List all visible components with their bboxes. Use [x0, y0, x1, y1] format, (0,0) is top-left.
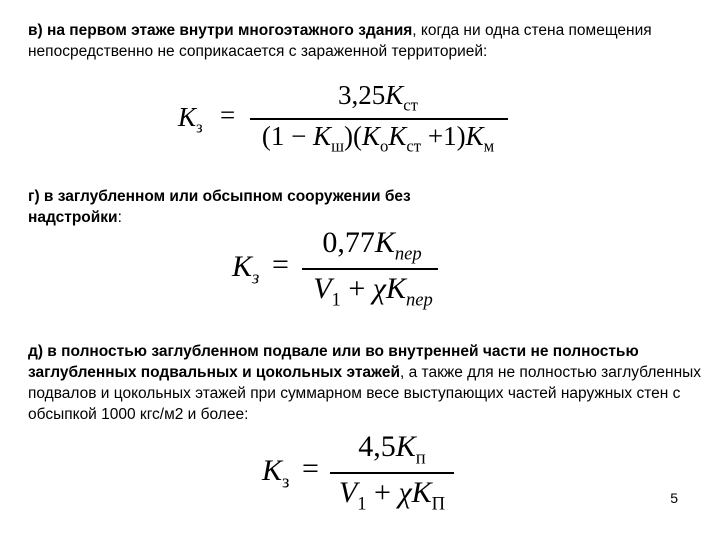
paragraph-v [28, 20, 702, 62]
formula-1-lhs: $K_з$ [178, 102, 203, 137]
formula-2-fraction-bar [302, 268, 438, 270]
formula-2-lhs: $K_з$ [232, 250, 260, 289]
formula-3-equals: = [302, 452, 319, 485]
paragraph-d [28, 341, 702, 425]
formula-3-fraction-bar [330, 472, 454, 474]
formula-3-lhs: $K_з$ [262, 454, 290, 493]
formula-2-denominator: $V_1 + \chi K_{пер}$ [313, 272, 433, 311]
formula-2 [232, 226, 442, 316]
formula-2-numerator: $0,77K_{пер}$ [322, 226, 422, 265]
formula-1-denominator: $(1 - K_ш)(K_оK_{ст} +1)K_м$ [261, 121, 495, 156]
page-number: 5 [670, 490, 678, 506]
formula-1-equals: = [220, 100, 236, 130]
paragraph-g [28, 186, 508, 228]
formula-1-numerator: $3,25K_{ст}$ [337, 80, 418, 115]
paragraph-g-text: : [117, 209, 122, 226]
formula-1 [178, 82, 508, 162]
formula-3-numerator: $4,5K_п$ [358, 430, 426, 469]
paragraph-v-text: , когда ни одна стена помещения непосредственно не соприкасается с зараженной территорией: [28, 22, 652, 60]
formula-2-equals: = [272, 248, 289, 281]
paragraph-v-heading: в) на первом этаже внутри многоэтажного здания [28, 22, 413, 39]
formula-3 [262, 432, 462, 522]
formula-1-fraction-bar [250, 118, 508, 120]
paragraph-d-text: , а также для не полностью заглубленных подвалов и цокольных этажей при суммарном весе выступающих частей наружных стен с обсыпкой 1000 кгс/м2 и более: [28, 364, 702, 423]
paragraph-g-heading: г) в заглубленном или обсыпном сооружении без надстройки [28, 188, 411, 226]
formula-3-denominator: $V_1 + \chi K_П$ [338, 476, 446, 515]
paragraph-d-heading: д) в полностью заглубленном подвале или во внутренней части не полностью заглубленных подвальных и цокольных этажей [28, 343, 639, 381]
